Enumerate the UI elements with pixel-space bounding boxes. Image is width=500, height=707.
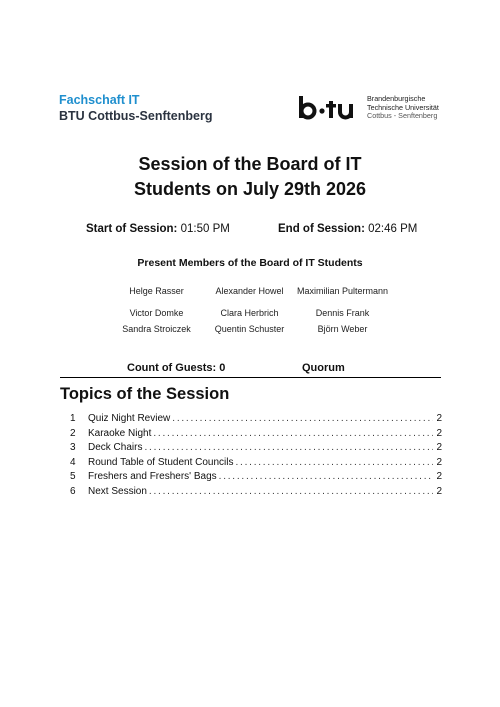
toc-title: Freshers and Freshers' Bags	[88, 471, 217, 482]
toc-number: 6	[70, 485, 76, 497]
session-end	[278, 223, 417, 235]
member-name: Alexander Howel	[215, 285, 284, 296]
toc-page: 2	[436, 427, 442, 439]
title-line2: Students on July 29th 2026	[133, 179, 367, 199]
toc-number: 1	[70, 413, 76, 424]
topics-heading: Topics of the Session	[60, 385, 230, 403]
toc-page: 2	[436, 413, 442, 424]
toc-leader	[144, 442, 433, 453]
toc-item[interactable]	[70, 442, 442, 457]
member-name: Maximilian Pultermann	[296, 285, 389, 296]
logo-line3: Cottbus - Senftenberg	[367, 111, 438, 121]
toc-title: Karaoke Night	[88, 427, 152, 439]
guests-count	[127, 362, 225, 374]
member-name: Sandra Stroiczek	[122, 324, 191, 334]
toc-leader	[149, 486, 434, 497]
members-title: Present Members of the Board of IT Students	[137, 257, 363, 269]
toc-item[interactable]	[70, 486, 442, 501]
members-row	[110, 321, 390, 337]
toc-item[interactable]	[70, 428, 442, 443]
btu-logo-text	[367, 95, 439, 121]
toc-leader	[172, 413, 433, 424]
org-line-university: BTU Cottbus-Senftenberg	[59, 109, 213, 123]
toc-title: Next Session	[88, 485, 147, 497]
toc-item[interactable]	[70, 471, 442, 486]
member-name: Helge Rasser	[129, 285, 184, 296]
toc-number: 2	[70, 427, 76, 439]
guests-label: Count of Guests:	[127, 362, 217, 374]
end-value: 02:46 PM	[368, 223, 418, 235]
member-name: Dennis Frank	[315, 308, 370, 318]
toc-item[interactable]	[70, 457, 442, 472]
toc-title: Quiz Night Review	[88, 413, 171, 424]
toc-leader	[153, 428, 433, 439]
members-row	[110, 305, 390, 321]
toc-title: Deck Chairs	[88, 442, 143, 453]
quorum-label: Quorum	[302, 362, 345, 374]
org-line-fachschaft: Fachschaft IT	[59, 93, 140, 107]
btu-logo	[298, 95, 448, 125]
toc-page: 2	[436, 471, 442, 482]
member-name: Björn Weber	[317, 324, 368, 334]
toc-number: 4	[70, 456, 76, 468]
section-divider	[60, 377, 441, 378]
guests-value: 0	[219, 362, 226, 374]
toc-page: 2	[436, 456, 442, 468]
toc-leader	[235, 457, 433, 468]
start-value: 01:50 PM	[180, 223, 230, 235]
toc-number: 3	[70, 442, 76, 453]
document-title	[0, 152, 500, 202]
toc-title: Round Table of Student Councils	[88, 456, 234, 468]
member-name: Quentin Schuster	[214, 324, 285, 334]
toc-item[interactable]	[70, 413, 442, 428]
logo-line2: Technische Universität	[367, 102, 439, 112]
member-name: Clara Herbrich	[220, 308, 279, 318]
session-start	[86, 223, 230, 235]
logo-line1: Brandenburgische	[367, 94, 426, 103]
organization-name	[59, 93, 212, 124]
toc-leader	[219, 471, 434, 482]
members-row	[110, 276, 390, 305]
toc-page: 2	[436, 485, 442, 497]
start-label: Start of Session:	[86, 223, 178, 235]
members-table	[110, 276, 390, 337]
btu-logo-mark-icon	[298, 95, 360, 121]
toc-page: 2	[436, 442, 442, 453]
member-name: Victor Domke	[129, 308, 184, 318]
end-label: End of Session:	[278, 223, 365, 235]
toc-number: 5	[70, 471, 76, 482]
title-line1: Session of the Board of IT	[138, 154, 362, 174]
topics-toc	[70, 413, 442, 500]
